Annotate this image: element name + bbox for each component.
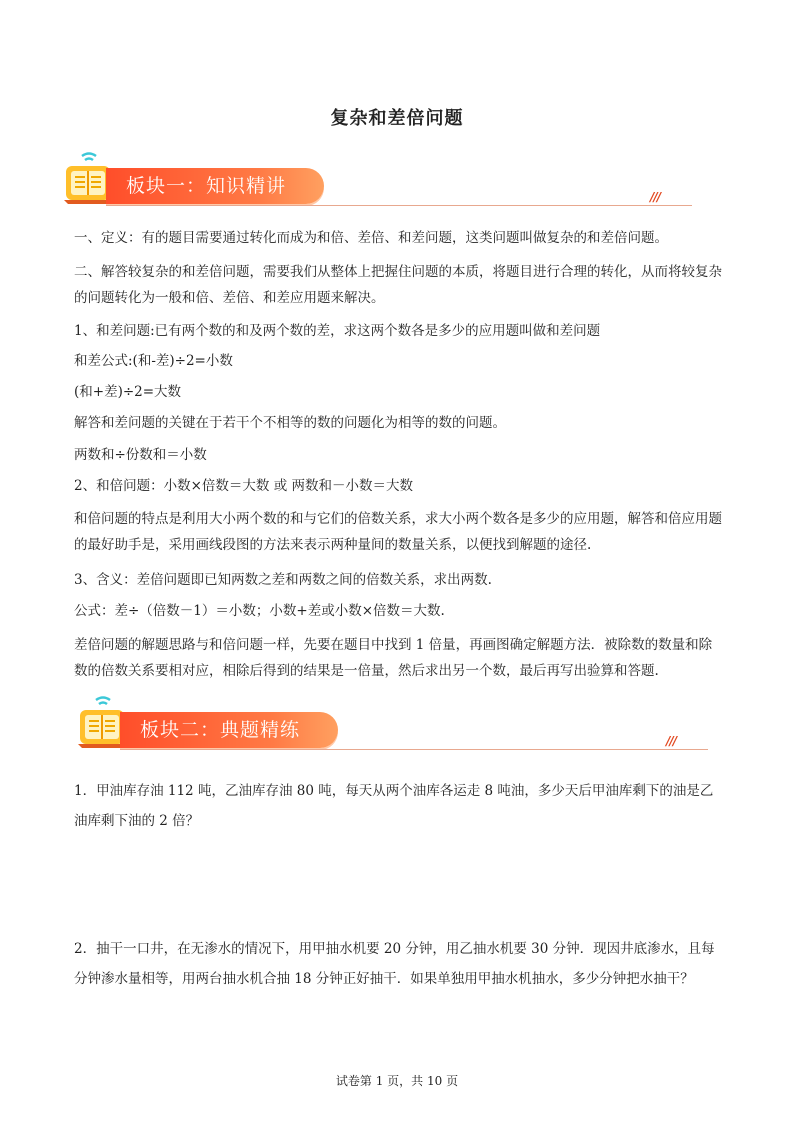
paragraph: 二、解答较复杂的和差倍问题，需要我们从整体上把握住问题的本质，将题目进行合理的转化，从而将较复杂的问题转化为一般和倍、差倍、和差应用题来解决。 — [74, 264, 722, 306]
section-ribbon — [120, 712, 338, 748]
paragraph: 公式：差÷（倍数－1）＝小数；小数+差或小数×倍数＝大数. — [74, 603, 445, 619]
section-label: 板块二：典题精练 — [140, 719, 301, 741]
paragraph: 两数和÷份数和＝小数 — [74, 447, 207, 463]
paragraph: 和差公式:(和-差)÷2=小数 — [74, 353, 233, 369]
page-title: 复杂和差倍问题 — [330, 108, 464, 129]
paragraph: 2、和倍问题：小数×倍数＝大数 或 两数和－小数＝大数 — [74, 478, 413, 494]
section-ribbon — [106, 168, 324, 204]
section-header-knowledge — [62, 150, 692, 206]
decorative-slashes: /// — [650, 190, 661, 204]
paragraph: 一、定义：有的题目需要通过转化而成为和倍、差倍、和差问题，这类问题叫做复杂的和差倍问题。 — [74, 230, 668, 246]
paragraph: 差倍问题的解题思路与和倍问题一样，先要在题目中找到 1 倍量，再画图确定解题方法．被除数的数量和除数的倍数关系要相对应，相除后得到的结果是一倍量，然后求出另一个数，最后再写出验算和答题. — [74, 637, 713, 679]
paragraph: 解答和差问题的关键在于若干个不相等的数的问题化为相等的数的问题。 — [74, 415, 506, 431]
section-label: 板块一：知识精讲 — [126, 175, 287, 197]
paragraph: 和倍问题的特点是利用大小两个数的和与它们的倍数关系，求大小两个数各是多少的应用题，解答和倍应用题的最好助手是，采用画线段图的方法来表示两种量间的数量关系，以便找到解题的途径. — [74, 511, 722, 553]
decorative-slashes: /// — [666, 734, 677, 748]
problem-item: 2．抽干一口井，在无渗水的情况下，用甲抽水机要 20 分钟，用乙抽水机要 30 分钟．现因井底渗水，且每分钟渗水量相等，用两台抽水机合抽 18 分钟正好抽干．如果单独用甲抽水机抽水，多少分钟把水抽干？ — [74, 941, 715, 987]
section-divider — [120, 749, 708, 750]
problem-item: 1．甲油库存油 112 吨，乙油库存油 80 吨，每天从两个油库各运走 8 吨油，多少天后甲油库剩下的油是乙油库剩下油的 2 倍？ — [74, 783, 714, 829]
section-divider — [106, 205, 692, 206]
section-header-practice — [76, 694, 708, 750]
paragraph: 1、和差问题:已有两个数的和及两个数的差，求这两个数各是多少的应用题叫做和差问题 — [74, 323, 601, 339]
paragraph: (和+差)÷2=大数 — [74, 384, 182, 400]
paragraph: 3、含义：差倍问题即已知两数之差和两数之间的倍数关系，求出两数. — [74, 572, 492, 588]
page-footer: 试卷第 1 页，共 10 页 — [335, 1074, 459, 1088]
